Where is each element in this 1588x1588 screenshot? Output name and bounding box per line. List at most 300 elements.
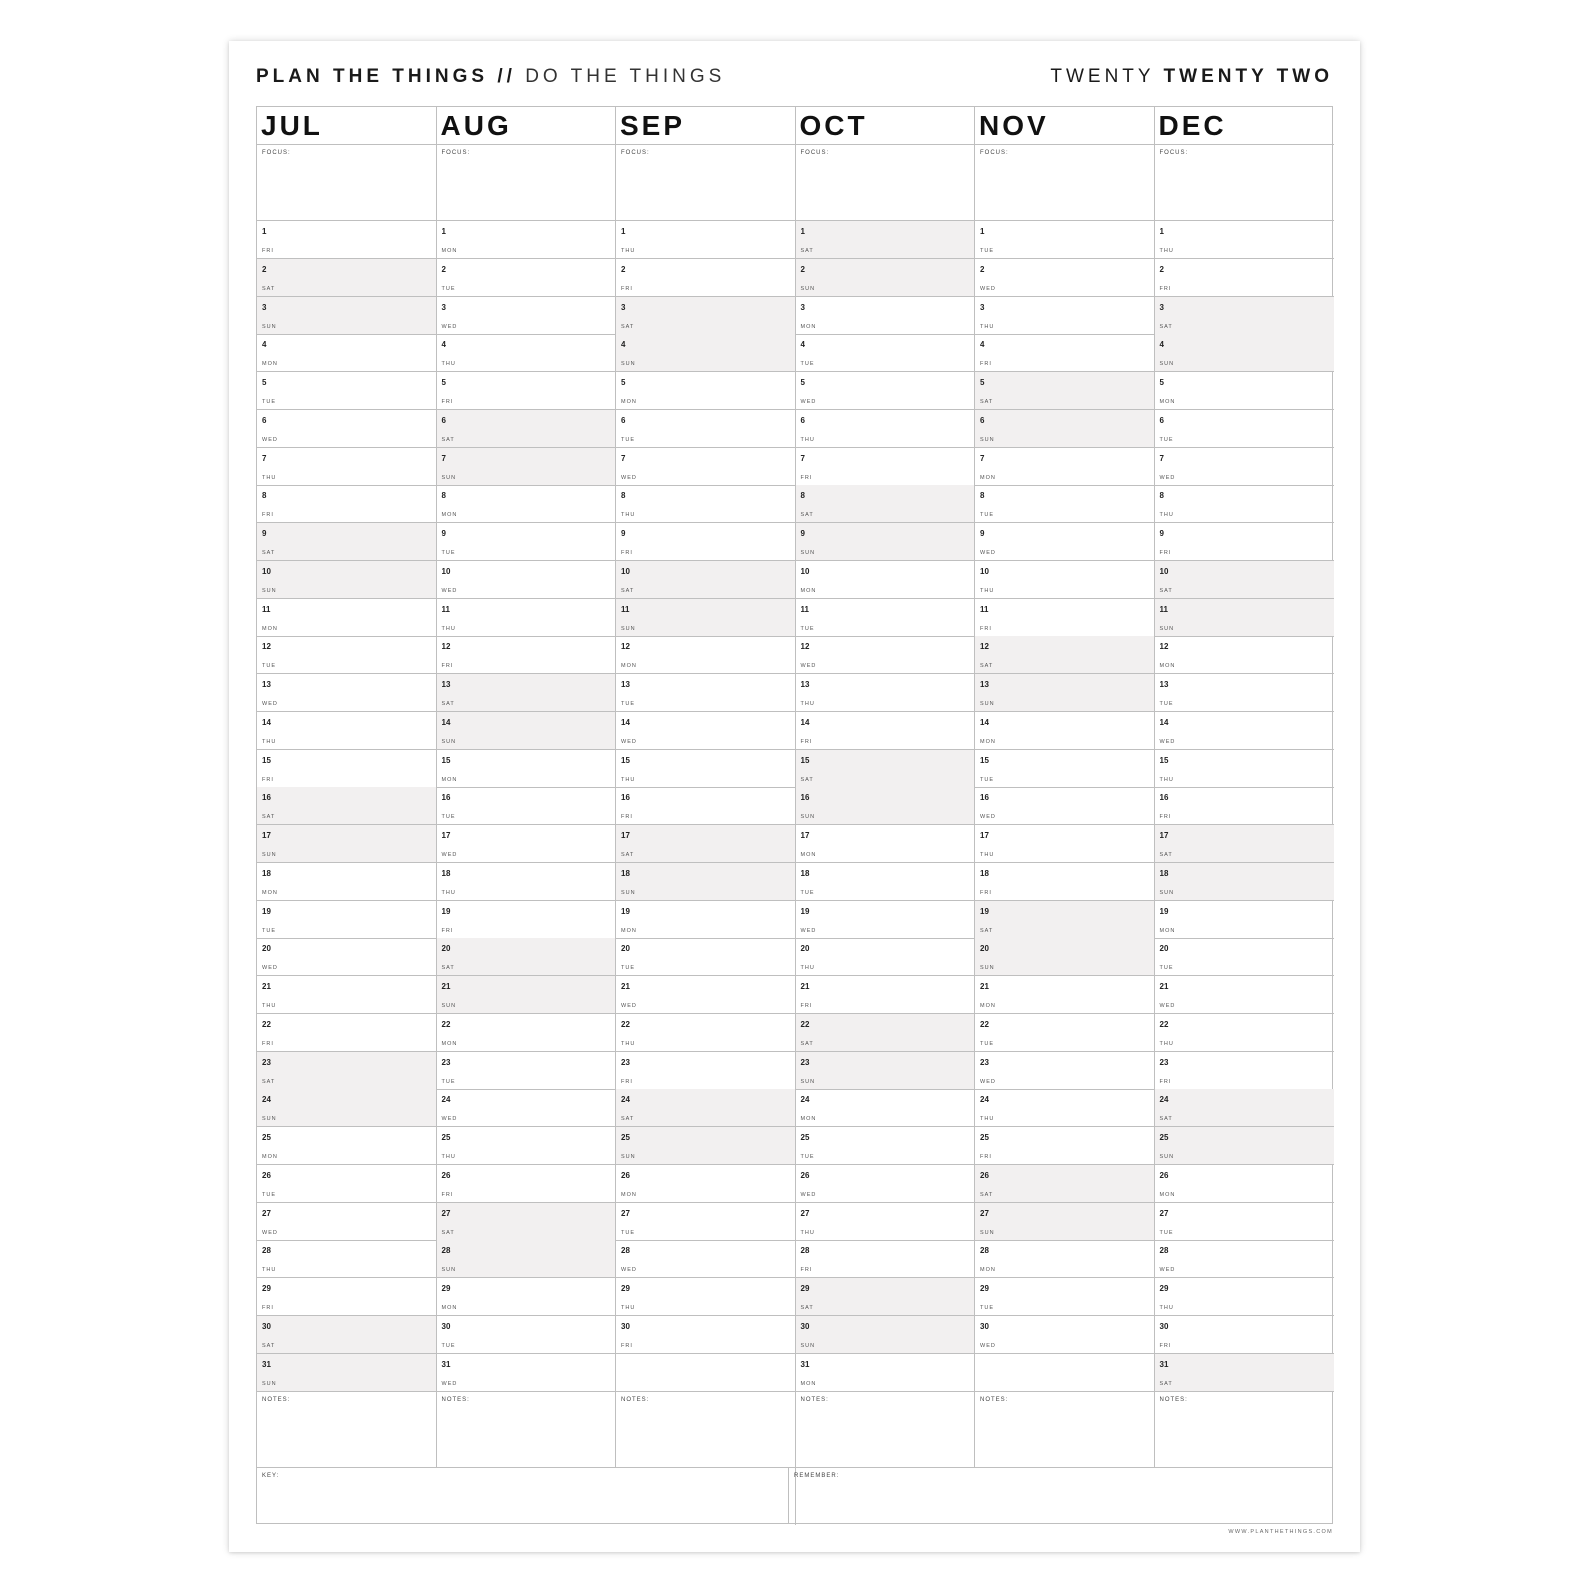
day-cell[interactable] xyxy=(796,863,976,901)
day-cell[interactable] xyxy=(975,599,1155,637)
day-cell[interactable] xyxy=(616,410,796,448)
focus-box[interactable] xyxy=(616,145,796,221)
day-cell[interactable] xyxy=(1155,410,1335,448)
day-of-week: MON xyxy=(980,1267,996,1274)
day-cell[interactable] xyxy=(257,372,437,410)
day-cell[interactable] xyxy=(796,1240,976,1278)
day-cell[interactable] xyxy=(796,674,976,712)
day-of-week: MON xyxy=(441,1305,458,1311)
day-of-week: FRI xyxy=(800,474,813,481)
day-cell[interactable] xyxy=(796,1165,976,1203)
day-cell[interactable] xyxy=(975,410,1155,448)
day-of-week: THU xyxy=(1159,1040,1174,1047)
day-of-week: SUN xyxy=(441,1003,457,1009)
day-cell[interactable] xyxy=(257,712,437,750)
day-of-week: MON xyxy=(800,1116,817,1123)
day-cell[interactable] xyxy=(437,1052,617,1090)
day-cell[interactable] xyxy=(257,636,437,674)
day-cell[interactable] xyxy=(975,901,1155,939)
day-cell[interactable] xyxy=(975,1052,1155,1090)
day-cell[interactable] xyxy=(1155,1354,1335,1392)
day-cell[interactable] xyxy=(975,787,1155,825)
day-cell[interactable] xyxy=(616,1316,796,1354)
day-number: 26 xyxy=(262,1170,271,1180)
day-of-week: TUE xyxy=(1159,436,1174,443)
day-cell[interactable] xyxy=(616,901,796,939)
day-cell[interactable] xyxy=(616,1052,796,1090)
day-cell[interactable] xyxy=(1155,712,1335,750)
day-cell[interactable] xyxy=(257,1203,437,1241)
day-number: 2 xyxy=(800,264,805,274)
remember-box[interactable] xyxy=(788,1468,1335,1524)
day-cell[interactable] xyxy=(437,448,617,486)
day-of-week: THU xyxy=(621,248,636,254)
day-cell[interactable] xyxy=(257,863,437,901)
day-cell[interactable] xyxy=(616,221,796,259)
day-cell[interactable] xyxy=(616,976,796,1014)
day-cell[interactable] xyxy=(437,372,617,410)
day-number: 3 xyxy=(441,302,446,312)
day-cell[interactable] xyxy=(1155,485,1335,523)
day-cell[interactable] xyxy=(437,674,617,712)
day-cell[interactable] xyxy=(796,976,976,1014)
day-cell[interactable] xyxy=(796,938,976,976)
day-cell[interactable] xyxy=(975,938,1155,976)
day-cell[interactable] xyxy=(616,1014,796,1052)
day-cell[interactable] xyxy=(257,259,437,297)
day-cell[interactable] xyxy=(796,334,976,372)
day-cell[interactable] xyxy=(437,976,617,1014)
remember-label: REMEMBER: xyxy=(794,1473,840,1479)
day-cell[interactable] xyxy=(257,1165,437,1203)
day-cell[interactable] xyxy=(616,259,796,297)
day-cell[interactable] xyxy=(437,825,617,863)
focus-box[interactable] xyxy=(257,145,437,221)
day-cell[interactable] xyxy=(257,485,437,523)
day-cell[interactable] xyxy=(975,863,1155,901)
day-cell[interactable] xyxy=(437,1014,617,1052)
day-cell[interactable] xyxy=(796,825,976,863)
day-cell[interactable] xyxy=(257,410,437,448)
day-cell[interactable] xyxy=(257,221,437,259)
day-number: 20 xyxy=(441,944,451,954)
day-number: 1 xyxy=(441,227,446,236)
day-cell[interactable] xyxy=(616,1165,796,1203)
day-cell[interactable] xyxy=(1155,825,1335,863)
day-cell[interactable] xyxy=(975,1316,1155,1354)
day-cell[interactable] xyxy=(616,1203,796,1241)
day-cell[interactable] xyxy=(257,1354,437,1392)
day-of-week: SAT xyxy=(980,1191,994,1198)
day-cell[interactable] xyxy=(975,448,1155,486)
day-number: 28 xyxy=(980,1246,989,1256)
day-cell[interactable] xyxy=(1155,372,1335,410)
day-cell[interactable] xyxy=(975,1203,1155,1241)
day-cell[interactable] xyxy=(257,599,437,637)
day-of-week: MON xyxy=(621,1191,637,1198)
day-number: 18 xyxy=(262,868,271,878)
day-cell[interactable] xyxy=(257,1014,437,1052)
day-number: 3 xyxy=(1159,302,1164,312)
day-cell[interactable] xyxy=(975,1014,1155,1052)
day-cell[interactable] xyxy=(1155,1089,1335,1127)
day-cell[interactable] xyxy=(437,297,617,335)
day-cell[interactable] xyxy=(1155,976,1335,1014)
day-of-week: SAT xyxy=(262,1342,276,1349)
focus-box[interactable] xyxy=(975,145,1155,221)
day-cell[interactable] xyxy=(616,334,796,372)
day-of-week: WED xyxy=(980,1342,996,1349)
notes-box[interactable] xyxy=(975,1391,1155,1467)
day-cell[interactable] xyxy=(616,750,796,788)
day-cell[interactable] xyxy=(975,712,1155,750)
day-cell[interactable] xyxy=(1155,448,1335,486)
day-cell[interactable] xyxy=(796,448,976,486)
day-number: 26 xyxy=(441,1170,451,1180)
day-of-week: TUE xyxy=(980,1305,994,1311)
focus-box[interactable] xyxy=(437,145,617,221)
day-cell[interactable] xyxy=(257,1052,437,1090)
day-of-week: TUE xyxy=(980,512,994,519)
day-of-week: WED xyxy=(441,587,458,594)
day-cell[interactable] xyxy=(257,448,437,486)
day-cell[interactable] xyxy=(1155,259,1335,297)
day-cell[interactable] xyxy=(796,901,976,939)
day-number: 13 xyxy=(980,680,989,689)
day-cell[interactable] xyxy=(796,1203,976,1241)
day-number: 25 xyxy=(262,1133,271,1142)
day-cell[interactable] xyxy=(616,448,796,486)
day-cell[interactable] xyxy=(796,259,976,297)
day-cell[interactable] xyxy=(1155,674,1335,712)
day-of-week: SAT xyxy=(262,814,276,821)
day-cell[interactable] xyxy=(1155,787,1335,825)
day-cell[interactable] xyxy=(616,372,796,410)
day-cell[interactable] xyxy=(796,1014,976,1052)
day-cell[interactable] xyxy=(796,787,976,825)
notes-label: NOTES: xyxy=(441,1397,470,1403)
day-cell[interactable] xyxy=(975,1240,1155,1278)
day-of-week: SUN xyxy=(800,1078,816,1085)
day-number: 23 xyxy=(441,1057,451,1067)
day-number: 20 xyxy=(980,944,989,954)
day-of-week: THU xyxy=(980,587,995,594)
day-cell[interactable] xyxy=(257,825,437,863)
day-of-week: SUN xyxy=(800,550,816,556)
day-cell[interactable] xyxy=(796,599,976,637)
day-of-week: FRI xyxy=(1159,814,1172,821)
day-cell[interactable] xyxy=(975,221,1155,259)
day-cell[interactable] xyxy=(257,523,437,561)
day-cell[interactable] xyxy=(975,485,1155,523)
day-cell[interactable] xyxy=(1155,221,1335,259)
day-cell[interactable] xyxy=(1155,636,1335,674)
day-cell[interactable] xyxy=(257,938,437,976)
day-cell[interactable] xyxy=(1155,1240,1335,1278)
day-of-week: WED xyxy=(980,550,996,556)
day-of-week: FRI xyxy=(980,361,992,368)
day-cell[interactable] xyxy=(616,1089,796,1127)
day-cell[interactable] xyxy=(796,1278,976,1316)
day-cell[interactable] xyxy=(616,1127,796,1165)
day-cell[interactable] xyxy=(975,976,1155,1014)
day-cell[interactable] xyxy=(1155,750,1335,788)
day-cell[interactable] xyxy=(437,561,617,599)
day-cell[interactable] xyxy=(437,1089,617,1127)
day-cell[interactable] xyxy=(437,750,617,788)
day-number: 4 xyxy=(441,340,446,350)
day-cell[interactable] xyxy=(975,750,1155,788)
notes-box[interactable] xyxy=(1155,1391,1335,1467)
day-cell[interactable] xyxy=(257,1127,437,1165)
day-cell[interactable] xyxy=(616,1354,796,1392)
day-cell[interactable] xyxy=(975,1089,1155,1127)
day-cell[interactable] xyxy=(257,561,437,599)
day-of-week: WED xyxy=(980,814,996,821)
day-cell[interactable] xyxy=(437,259,617,297)
day-of-week: WED xyxy=(800,399,817,405)
day-cell[interactable] xyxy=(796,561,976,599)
day-of-week: THU xyxy=(980,852,995,858)
day-cell[interactable] xyxy=(437,712,617,750)
day-number: 2 xyxy=(441,264,446,274)
day-cell[interactable] xyxy=(1155,334,1335,372)
day-cell[interactable] xyxy=(257,1278,437,1316)
day-cell[interactable] xyxy=(437,1354,617,1392)
day-of-week: WED xyxy=(621,738,637,745)
day-cell[interactable] xyxy=(437,787,617,825)
day-number: 20 xyxy=(1159,944,1169,954)
day-cell[interactable] xyxy=(796,221,976,259)
day-of-week: THU xyxy=(441,889,456,896)
day-cell[interactable] xyxy=(616,636,796,674)
day-number: 29 xyxy=(621,1284,630,1293)
day-cell[interactable] xyxy=(1155,297,1335,335)
day-number: 14 xyxy=(1159,717,1169,727)
day-of-week: THU xyxy=(262,738,277,745)
day-cell[interactable] xyxy=(257,1316,437,1354)
day-cell[interactable] xyxy=(1155,1278,1335,1316)
day-cell[interactable] xyxy=(257,297,437,335)
day-cell[interactable] xyxy=(796,1354,976,1392)
day-cell[interactable] xyxy=(975,674,1155,712)
day-cell[interactable] xyxy=(1155,1316,1335,1354)
day-of-week: TUE xyxy=(1159,1229,1174,1236)
day-cell[interactable] xyxy=(975,334,1155,372)
day-cell[interactable] xyxy=(975,825,1155,863)
day-number: 3 xyxy=(621,302,626,312)
day-cell[interactable] xyxy=(257,976,437,1014)
day-cell[interactable] xyxy=(616,712,796,750)
day-cell[interactable] xyxy=(975,523,1155,561)
day-of-week: FRI xyxy=(1159,550,1172,556)
day-cell[interactable] xyxy=(257,901,437,939)
day-cell[interactable] xyxy=(616,523,796,561)
day-of-week: SUN xyxy=(800,814,816,821)
day-cell[interactable] xyxy=(975,1165,1155,1203)
day-number: 13 xyxy=(1159,680,1169,689)
day-number: 29 xyxy=(800,1284,810,1293)
day-cell[interactable] xyxy=(975,1278,1155,1316)
day-cell[interactable] xyxy=(616,863,796,901)
key-box[interactable] xyxy=(257,1468,788,1524)
day-number: 15 xyxy=(621,755,630,765)
day-number: 27 xyxy=(441,1208,451,1218)
day-of-week: MON xyxy=(621,663,637,670)
day-cell[interactable] xyxy=(1155,1127,1335,1165)
day-number: 27 xyxy=(800,1208,810,1218)
day-cell[interactable] xyxy=(975,1127,1155,1165)
day-number: 10 xyxy=(800,566,810,576)
day-cell[interactable] xyxy=(616,938,796,976)
day-cell[interactable] xyxy=(1155,1014,1335,1052)
day-cell[interactable] xyxy=(257,1240,437,1278)
day-cell[interactable] xyxy=(437,636,617,674)
day-number: 16 xyxy=(621,793,630,803)
day-number: 23 xyxy=(621,1057,630,1067)
day-cell[interactable] xyxy=(437,221,617,259)
day-cell[interactable] xyxy=(1155,938,1335,976)
notes-label: NOTES: xyxy=(262,1397,291,1403)
day-cell[interactable] xyxy=(975,1354,1155,1392)
day-cell[interactable] xyxy=(437,901,617,939)
day-cell[interactable] xyxy=(616,485,796,523)
day-cell[interactable] xyxy=(616,1240,796,1278)
day-cell[interactable] xyxy=(437,410,617,448)
day-cell[interactable] xyxy=(257,334,437,372)
day-cell[interactable] xyxy=(1155,1165,1335,1203)
day-cell[interactable] xyxy=(437,1165,617,1203)
day-number: 24 xyxy=(621,1095,630,1105)
day-cell[interactable] xyxy=(796,1316,976,1354)
day-number: 15 xyxy=(980,755,989,765)
day-of-week: SUN xyxy=(441,738,457,745)
day-cell[interactable] xyxy=(437,1278,617,1316)
day-of-week: SAT xyxy=(621,852,635,858)
day-cell[interactable] xyxy=(1155,863,1335,901)
notes-box[interactable] xyxy=(257,1391,437,1467)
day-cell[interactable] xyxy=(796,410,976,448)
day-cell[interactable] xyxy=(796,1127,976,1165)
day-cell[interactable] xyxy=(257,787,437,825)
day-of-week: SUN xyxy=(262,1380,277,1387)
day-of-week: MON xyxy=(621,399,637,405)
day-number: 6 xyxy=(621,415,626,425)
day-of-week: THU xyxy=(262,1267,277,1274)
day-cell[interactable] xyxy=(437,1127,617,1165)
day-cell[interactable] xyxy=(796,1089,976,1127)
day-of-week: WED xyxy=(441,1116,458,1123)
day-number: 28 xyxy=(441,1246,451,1256)
day-cell[interactable] xyxy=(796,636,976,674)
day-of-week: TUE xyxy=(621,436,635,443)
day-cell[interactable] xyxy=(975,561,1155,599)
day-cell[interactable] xyxy=(437,1316,617,1354)
day-of-week: SAT xyxy=(800,512,814,519)
day-of-week: WED xyxy=(1159,738,1176,745)
day-number: 17 xyxy=(800,831,810,840)
day-cell[interactable] xyxy=(616,599,796,637)
day-of-week: SUN xyxy=(980,701,995,707)
day-of-week: FRI xyxy=(800,1003,813,1009)
day-cell[interactable] xyxy=(437,1240,617,1278)
day-of-week: THU xyxy=(441,1154,456,1160)
day-cell[interactable] xyxy=(616,1278,796,1316)
day-cell[interactable] xyxy=(257,674,437,712)
day-cell[interactable] xyxy=(1155,523,1335,561)
day-of-week: SUN xyxy=(621,1154,636,1160)
column-divider xyxy=(436,107,437,1467)
day-number: 22 xyxy=(980,1019,989,1029)
notes-box[interactable] xyxy=(616,1391,796,1467)
day-number: 10 xyxy=(441,566,451,576)
notes-label: NOTES: xyxy=(800,1397,829,1403)
day-cell[interactable] xyxy=(796,712,976,750)
focus-box[interactable] xyxy=(796,145,976,221)
day-number: 19 xyxy=(800,906,810,916)
day-cell[interactable] xyxy=(437,938,617,976)
notes-box[interactable] xyxy=(437,1391,617,1467)
day-cell[interactable] xyxy=(796,750,976,788)
day-cell[interactable] xyxy=(437,334,617,372)
day-cell[interactable] xyxy=(975,372,1155,410)
day-number: 15 xyxy=(441,755,451,765)
day-cell[interactable] xyxy=(616,825,796,863)
day-number: 25 xyxy=(800,1133,810,1142)
day-of-week: WED xyxy=(441,852,458,858)
day-cell[interactable] xyxy=(1155,1203,1335,1241)
day-number: 6 xyxy=(1159,415,1164,425)
day-cell[interactable] xyxy=(1155,1052,1335,1090)
day-cell[interactable] xyxy=(796,485,976,523)
day-cell[interactable] xyxy=(437,863,617,901)
day-number: 26 xyxy=(1159,1170,1169,1180)
day-cell[interactable] xyxy=(616,297,796,335)
day-cell[interactable] xyxy=(975,297,1155,335)
day-cell[interactable] xyxy=(616,787,796,825)
day-cell[interactable] xyxy=(437,599,617,637)
day-cell[interactable] xyxy=(257,1089,437,1127)
day-cell[interactable] xyxy=(257,750,437,788)
day-of-week: FRI xyxy=(621,550,633,556)
day-number: 6 xyxy=(262,415,267,425)
day-cell[interactable] xyxy=(975,636,1155,674)
day-of-week: TUE xyxy=(980,1040,994,1047)
day-cell[interactable] xyxy=(1155,901,1335,939)
day-cell[interactable] xyxy=(796,1052,976,1090)
day-of-week: FRI xyxy=(262,1305,274,1311)
day-cell[interactable] xyxy=(437,1203,617,1241)
day-cell[interactable] xyxy=(1155,599,1335,637)
day-number: 28 xyxy=(800,1246,810,1256)
day-cell[interactable] xyxy=(796,297,976,335)
day-of-week: TUE xyxy=(262,399,276,405)
day-number: 8 xyxy=(621,491,626,501)
column-divider xyxy=(974,107,975,1467)
day-cell[interactable] xyxy=(616,561,796,599)
day-cell[interactable] xyxy=(975,259,1155,297)
focus-box[interactable] xyxy=(1155,145,1335,221)
day-cell[interactable] xyxy=(437,485,617,523)
day-cell[interactable] xyxy=(616,674,796,712)
notes-box[interactable] xyxy=(796,1391,976,1467)
day-number: 25 xyxy=(441,1133,451,1142)
day-cell[interactable] xyxy=(437,523,617,561)
focus-label: FOCUS: xyxy=(621,150,650,156)
day-cell[interactable] xyxy=(796,372,976,410)
day-cell[interactable] xyxy=(796,523,976,561)
day-cell[interactable] xyxy=(1155,561,1335,599)
